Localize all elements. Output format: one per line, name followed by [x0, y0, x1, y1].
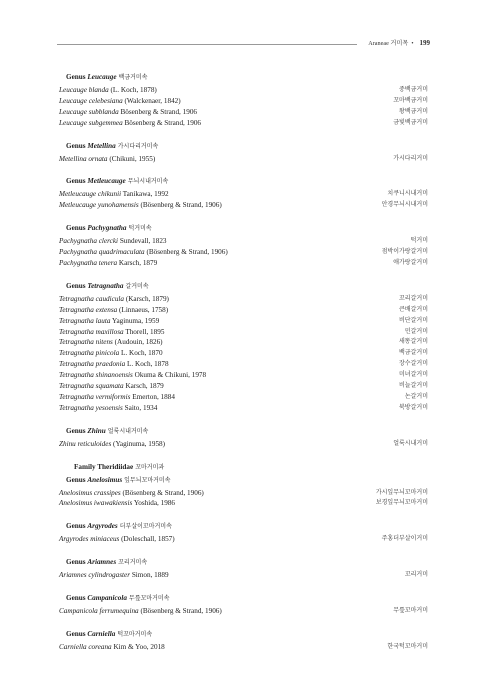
species-name: Tetragnatha pinicola — [59, 349, 120, 358]
species-entry — [59, 439, 165, 450]
taxon-name: Ariamnes — [87, 558, 117, 567]
species-author: Sundevall, 1823 — [119, 237, 167, 246]
genus-heading — [59, 557, 428, 567]
species-entry — [59, 154, 155, 165]
species-row — [59, 439, 428, 450]
section-gap — [59, 450, 428, 462]
species-entry — [59, 642, 165, 653]
species-row — [59, 154, 428, 165]
section-gap — [59, 164, 428, 176]
species-author: Thorell, 1895 — [125, 327, 165, 336]
genus-heading — [59, 521, 428, 531]
section-gap — [59, 129, 428, 141]
species-entry — [59, 370, 206, 381]
species-author: (Bösenberg & Strand, 1906) — [146, 248, 228, 257]
species-entry — [59, 337, 163, 348]
korean-name: 잎무늬꼬마거미속 — [124, 476, 171, 484]
species-entry — [59, 107, 197, 118]
species-name: Pachygnatha quadrimaculata — [59, 248, 145, 257]
korean-name: 갈거미속 — [125, 282, 149, 290]
rank-label: Genus — [66, 426, 86, 435]
species-korean-name: 장수갈거미 — [399, 360, 428, 368]
korean-name: 얼룩시내거미속 — [107, 427, 149, 435]
species-korean-name: 보경잎무늬꼬마거미 — [375, 499, 428, 507]
species-author: (Chikuni, 1955) — [109, 154, 156, 163]
species-korean-name: 새똥갈거미 — [399, 338, 428, 346]
species-korean-name: 한국턱꼬마거미 — [387, 643, 428, 651]
rank-label: Genus — [66, 281, 86, 290]
korean-name: 턱거미속 — [128, 225, 152, 233]
species-author: (Bösenberg & Strand, 1906) — [122, 488, 204, 497]
korean-name: 꼬리거미속 — [118, 559, 148, 567]
species-author: (Linnaeus, 1758) — [119, 305, 169, 314]
genus-heading — [59, 176, 428, 186]
species-row — [59, 498, 428, 509]
species-name: Metellina ornata — [59, 154, 108, 163]
species-entry — [59, 606, 222, 617]
species-author: Yoshida, 1986 — [133, 499, 176, 508]
species-row — [59, 359, 428, 370]
species-entry — [59, 534, 175, 545]
species-entry — [59, 305, 168, 316]
species-row — [59, 316, 428, 327]
rank-label: Genus — [66, 141, 86, 150]
species-korean-name: 주홍더부살이거미 — [381, 535, 428, 543]
species-name: Tetragnatha extensa — [59, 305, 118, 314]
species-author: (Walckenaer, 1842) — [124, 96, 181, 105]
section-gap — [59, 414, 428, 426]
species-name: Leucauge subblanda — [59, 107, 119, 116]
species-author: (Bösenberg & Strand, 1906) — [140, 201, 222, 210]
species-entry — [59, 498, 175, 509]
species-author: Okuma & Chikuni, 1978 — [134, 371, 207, 380]
species-korean-name: 비단갈거미 — [399, 316, 428, 324]
species-author: Yaginuma, 1959 — [111, 316, 160, 325]
species-name: Ariamnes cylindrogaster — [59, 571, 131, 580]
genus-heading — [59, 72, 428, 82]
species-name: Tetragnatha praedonia — [59, 360, 126, 369]
species-name: Pachygnatha tenera — [59, 259, 118, 268]
species-name: Tetragnatha maxillosa — [59, 327, 124, 336]
genus-heading — [59, 629, 428, 639]
species-author: Saito, 1934 — [124, 403, 158, 412]
species-row — [59, 348, 428, 359]
species-name: Tetragnatha shinanoensis — [59, 371, 133, 380]
korean-name: 더부살이꼬마거미속 — [119, 523, 172, 531]
species-korean-name: 왕백금거미 — [399, 107, 428, 115]
taxon-name: Campanicola — [87, 594, 127, 603]
taxon-name: Tetragnatha — [87, 281, 124, 290]
page-number: 199 — [419, 39, 430, 47]
species-korean-name: 미녀갈거미 — [399, 371, 428, 379]
species-korean-name: 백금갈거미 — [399, 349, 428, 357]
species-korean-name: 북방갈거미 — [399, 403, 428, 411]
species-author: Simon, 1889 — [131, 571, 169, 580]
species-name: Leucauge subgemmea — [59, 118, 123, 127]
species-entry — [59, 258, 157, 269]
running-head — [368, 38, 430, 47]
species-author: (Karsch, 1879) — [125, 294, 169, 303]
species-name: Metleucauge chikunii — [59, 190, 122, 199]
species-name: Anelosimus crassipes — [59, 488, 121, 497]
species-entry — [59, 348, 163, 359]
species-korean-name: 가시다리거미 — [393, 154, 428, 162]
species-entry — [59, 381, 164, 392]
species-row — [59, 370, 428, 381]
species-author: Karsch, 1879 — [118, 259, 158, 268]
species-author: Emerton, 1884 — [132, 392, 175, 401]
taxon-name: Anelosimus — [87, 475, 123, 484]
species-row — [59, 118, 428, 129]
species-name: Anelosimus iwawakiensis — [59, 499, 133, 508]
species-author: (Doleschall, 1857) — [121, 535, 175, 544]
taxon-name: Leucauge — [87, 73, 117, 81]
species-author: Tanikawa, 1992 — [122, 190, 169, 199]
species-korean-name: 금빛백금거미 — [393, 118, 428, 126]
species-author: (Audouin, 1826) — [114, 338, 163, 347]
genus-heading — [59, 475, 428, 485]
species-entry — [59, 200, 222, 211]
species-author: (L. Koch, 1878) — [110, 86, 157, 94]
rank-label: Genus — [66, 224, 86, 233]
species-entry — [59, 316, 159, 327]
species-name: Metleucauge yunohamensis — [59, 201, 139, 210]
species-entry — [59, 85, 157, 96]
species-row — [59, 200, 428, 211]
taxon-name: Pachygnatha — [87, 224, 127, 233]
header-bullet: • — [411, 40, 414, 47]
taxon-name: Metellina — [87, 141, 116, 150]
species-entry — [59, 236, 167, 247]
species-korean-name: 무릎꼬마거미 — [393, 607, 428, 615]
taxon-name: Zhinu — [87, 426, 106, 435]
species-entry — [59, 189, 169, 200]
korean-name: 가시다리거미속 — [117, 142, 159, 150]
species-row — [59, 305, 428, 316]
species-checklist — [59, 72, 428, 653]
family-heading — [59, 462, 428, 472]
rank-label: Genus — [66, 630, 86, 639]
species-name: Leucauge celebesiana — [59, 96, 123, 105]
species-row — [59, 392, 428, 403]
species-entry — [59, 403, 157, 414]
species-row — [59, 236, 428, 247]
species-entry — [59, 570, 169, 581]
species-row — [59, 488, 428, 499]
species-name: Argyrodes miniaceus — [59, 535, 120, 544]
species-entry — [59, 96, 181, 107]
species-entry — [59, 392, 175, 403]
species-korean-name: 민갈거미 — [404, 327, 428, 335]
species-name: Tetragnatha caudicula — [59, 294, 125, 303]
species-row — [59, 189, 428, 200]
genus-heading — [59, 281, 428, 291]
species-name: Campanicola ferrumequina — [59, 607, 139, 616]
species-korean-name: 비늘갈거미 — [399, 382, 428, 390]
species-row — [59, 403, 428, 414]
species-entry — [59, 294, 169, 305]
species-row — [59, 107, 428, 118]
species-name: Tetragnatha nitens — [59, 338, 113, 347]
species-author: (Yaginuma, 1958) — [113, 439, 166, 448]
species-author: L. Koch, 1878 — [127, 360, 169, 369]
rank-label: Family — [74, 462, 96, 471]
species-row — [59, 570, 428, 581]
species-korean-name: 중백금거미 — [399, 86, 428, 93]
section-gap — [59, 211, 428, 223]
species-korean-name: 꼬리갈거미 — [399, 294, 428, 302]
species-author: Bösenberg & Strand, 1906 — [124, 118, 202, 127]
species-row — [59, 294, 428, 305]
genus-heading — [59, 593, 428, 603]
species-korean-name: 꼬마백금거미 — [393, 96, 428, 104]
korean-name: 무릎꼬마거미속 — [128, 595, 170, 603]
running-title: Araneae 거미목 — [368, 40, 409, 47]
species-korean-name: 얼룩시내거미 — [393, 439, 428, 447]
taxon-name: Theridiidae — [97, 462, 134, 471]
species-author: Karsch, 1879 — [125, 382, 164, 391]
species-name: Tetragnatha yesoensis — [59, 403, 123, 412]
section-gap — [59, 269, 428, 281]
korean-name: 무늬시내거미속 — [127, 178, 169, 186]
korean-name: 턱꼬마거미속 — [117, 631, 153, 639]
species-row — [59, 606, 428, 617]
species-name: Leucauge blanda — [59, 86, 109, 94]
species-korean-name: 턱거미 — [410, 237, 428, 245]
species-entry — [59, 359, 169, 370]
genus-heading — [59, 426, 428, 436]
section-gap — [59, 581, 428, 593]
rank-label: Genus — [66, 475, 86, 484]
rank-label: Genus — [66, 73, 86, 81]
species-entry — [59, 118, 201, 129]
taxon-name: Argyrodes — [87, 522, 118, 531]
species-author: L. Koch, 1870 — [121, 349, 163, 358]
species-author: (Bösenberg & Strand, 1906) — [140, 607, 222, 616]
genus-heading — [59, 223, 428, 233]
species-row — [59, 642, 428, 653]
species-korean-name: 애가랑갈거미 — [393, 259, 428, 267]
species-row — [59, 381, 428, 392]
species-name: Zhinu reticuloides — [59, 439, 112, 448]
species-korean-name: 꼬리거미 — [404, 571, 428, 579]
taxon-name: Metleucauge — [87, 177, 126, 186]
section-gap — [59, 509, 428, 521]
species-name: Pachygnatha clercki — [59, 237, 119, 246]
taxon-name: Carniella — [87, 630, 116, 639]
species-row — [59, 258, 428, 269]
species-entry — [59, 247, 228, 258]
species-entry — [59, 488, 204, 499]
species-row — [59, 534, 428, 545]
species-korean-name: 점박이가랑갈거미 — [381, 248, 428, 256]
header-rule — [57, 44, 357, 45]
species-row — [59, 96, 428, 107]
korean-name: 꼬마거미과 — [135, 463, 165, 471]
species-author: Kim & Yoo, 2018 — [113, 643, 165, 652]
korean-name: 백금거미속 — [118, 74, 148, 81]
rank-label: Genus — [66, 522, 86, 531]
rank-label: Genus — [66, 594, 86, 603]
species-name: Tetragnatha lauta — [59, 316, 111, 325]
rank-label: Genus — [66, 177, 86, 186]
species-author: Bösenberg & Strand, 1906 — [120, 107, 198, 116]
species-korean-name: 논갈거미 — [404, 392, 428, 400]
species-row — [59, 337, 428, 348]
section-gap — [59, 617, 428, 629]
species-korean-name: 치쿠니시내거미 — [387, 190, 428, 198]
species-korean-name: 큰배갈거미 — [399, 305, 428, 313]
species-entry — [59, 327, 164, 338]
rank-label: Genus — [66, 558, 86, 567]
species-name: Tetragnatha squamata — [59, 382, 124, 391]
species-korean-name: 가시잎무늬꼬마거미 — [375, 488, 428, 496]
species-name: Tetragnatha vermiformis — [59, 392, 131, 401]
genus-heading — [59, 141, 428, 151]
species-row — [59, 247, 428, 258]
species-row — [59, 85, 428, 96]
species-name: Carniella coreana — [59, 643, 112, 652]
page-header — [57, 38, 430, 52]
section-gap — [59, 545, 428, 557]
species-row — [59, 327, 428, 338]
species-korean-name: 안경무늬시내거미 — [381, 201, 428, 209]
